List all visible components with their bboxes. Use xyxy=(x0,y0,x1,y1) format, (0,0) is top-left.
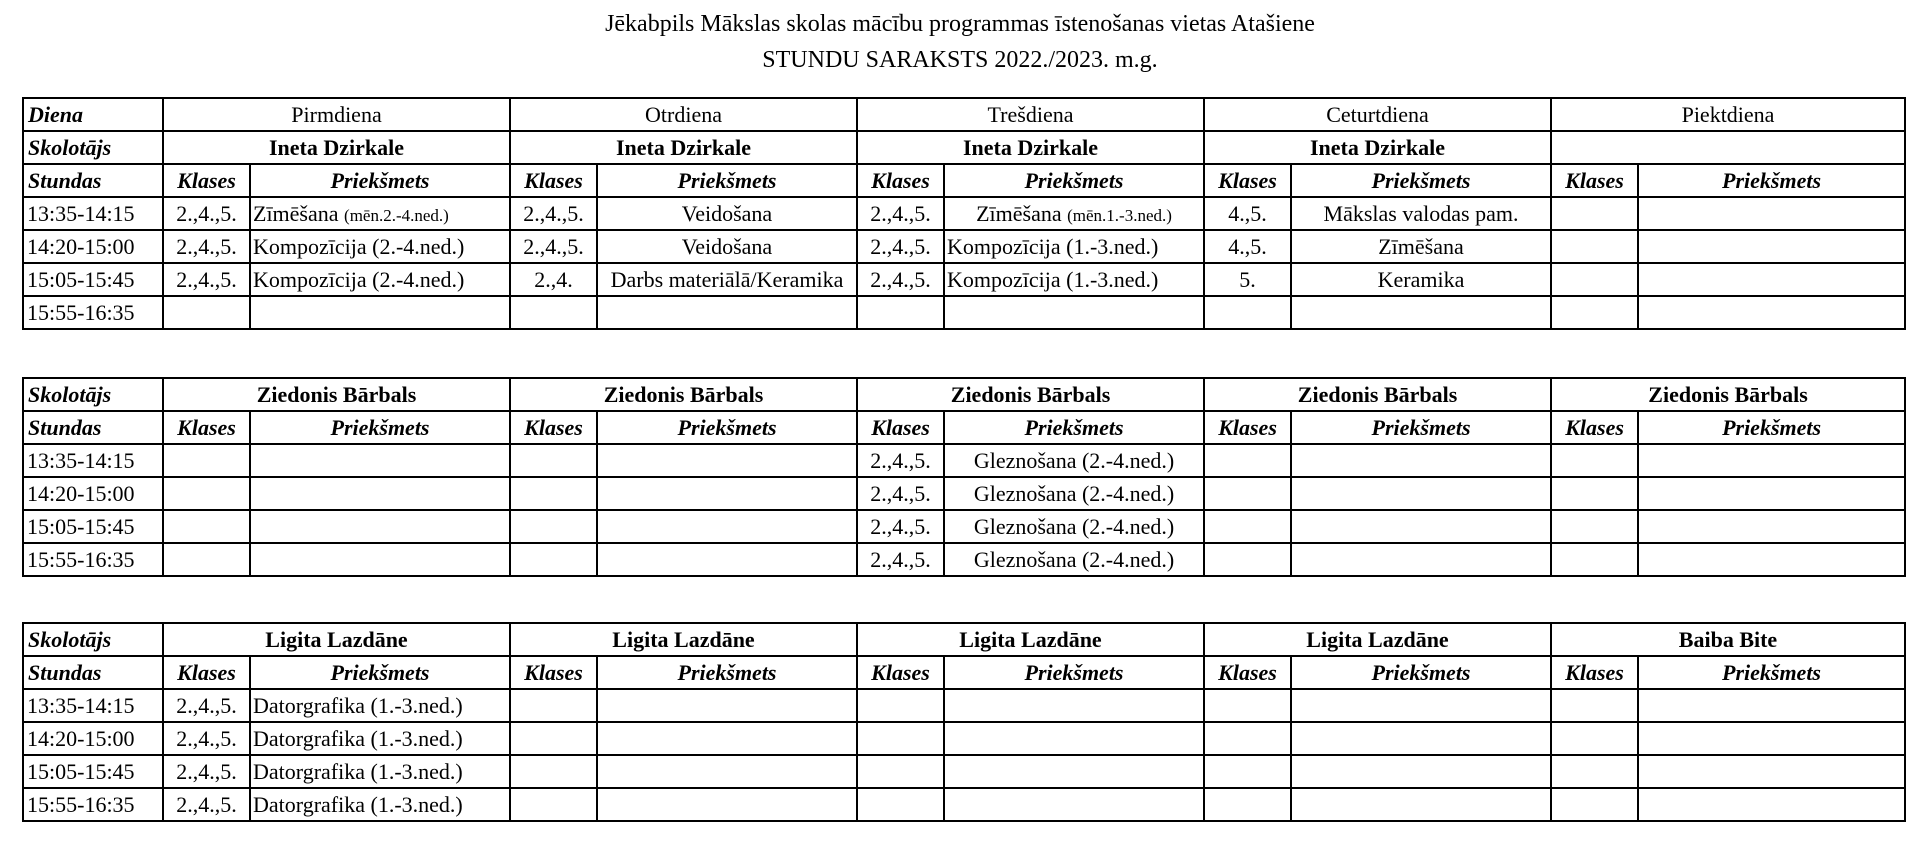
subject-cell: Datorgrafika (1.-3.ned.) xyxy=(250,755,510,788)
class-cell: 2.,4.,5. xyxy=(163,263,250,296)
column-header-row xyxy=(23,164,1905,197)
table-row xyxy=(23,477,1905,510)
teacher-name: Ligita Lazdāne xyxy=(1204,623,1551,656)
class-cell xyxy=(163,296,250,329)
subject-cell xyxy=(1638,477,1905,510)
hours-label: Stundas xyxy=(23,164,163,197)
class-cell xyxy=(1551,444,1638,477)
class-cell xyxy=(1204,296,1291,329)
table-row xyxy=(23,444,1905,477)
class-cell: 2.,4.,5. xyxy=(857,543,944,576)
class-cell xyxy=(1204,722,1291,755)
subject-cell: Zīmēšana xyxy=(1291,230,1551,263)
class-cell xyxy=(1204,477,1291,510)
class-cell xyxy=(1204,510,1291,543)
class-cell: 2.,4.,5. xyxy=(163,689,250,722)
class-cell: 2.,4.,5. xyxy=(857,477,944,510)
subject-cell xyxy=(597,689,857,722)
subject-cell: Datorgrafika (1.-3.ned.) xyxy=(250,689,510,722)
teacher-name: Ziedonis Bārbals xyxy=(1204,378,1551,411)
day-wednesday: Trešdiena xyxy=(857,98,1204,131)
column-header-row xyxy=(23,411,1905,444)
classes-header: Klases xyxy=(857,411,944,444)
classes-header: Klases xyxy=(1204,164,1291,197)
class-cell xyxy=(857,722,944,755)
subject-cell: Keramika xyxy=(1291,263,1551,296)
class-cell xyxy=(510,510,597,543)
subject-cell: Datorgrafika (1.-3.ned.) xyxy=(250,722,510,755)
subject-cell xyxy=(1638,722,1905,755)
subject-cell xyxy=(1638,755,1905,788)
class-cell xyxy=(1204,788,1291,821)
day-thursday: Ceturtdiena xyxy=(1204,98,1551,131)
table-row xyxy=(23,755,1905,788)
subject-cell xyxy=(597,510,857,543)
subject-cell xyxy=(597,755,857,788)
subject-cell xyxy=(1638,197,1905,230)
class-cell xyxy=(510,755,597,788)
subject-cell xyxy=(597,543,857,576)
subject-cell xyxy=(1291,477,1551,510)
class-cell xyxy=(1551,788,1638,821)
class-cell xyxy=(1551,722,1638,755)
subject-cell xyxy=(1291,510,1551,543)
time-slot: 15:05-15:45 xyxy=(23,263,163,296)
class-cell: 2.,4.,5. xyxy=(857,230,944,263)
teacher-name: Ineta Dzirkale xyxy=(1204,131,1551,164)
table-row xyxy=(23,510,1905,543)
time-slot: 15:55-16:35 xyxy=(23,296,163,329)
subject-cell xyxy=(944,755,1204,788)
subject-cell: Mākslas valodas pam. xyxy=(1291,197,1551,230)
day-label: Diena xyxy=(23,98,163,131)
subject-cell: Veidošana xyxy=(597,197,857,230)
time-slot: 15:55-16:35 xyxy=(23,788,163,821)
subject-cell: Datorgrafika (1.-3.ned.) xyxy=(250,788,510,821)
day-row xyxy=(23,98,1905,131)
class-cell xyxy=(1204,444,1291,477)
class-cell xyxy=(857,788,944,821)
class-cell: 2.,4. xyxy=(510,263,597,296)
subject-cell xyxy=(250,296,510,329)
class-cell xyxy=(510,543,597,576)
subject-cell xyxy=(1291,755,1551,788)
subject-cell xyxy=(1638,689,1905,722)
class-cell xyxy=(510,722,597,755)
subject-cell xyxy=(250,477,510,510)
column-header-row xyxy=(23,656,1905,689)
subject-header: Priekšmets xyxy=(1291,411,1551,444)
classes-header: Klases xyxy=(510,656,597,689)
class-cell: 2.,4.,5. xyxy=(163,755,250,788)
table-row xyxy=(23,197,1905,230)
time-slot: 15:05-15:45 xyxy=(23,755,163,788)
subject-cell: Veidošana xyxy=(597,230,857,263)
subject-cell: Gleznošana (2.-4.ned.) xyxy=(944,444,1204,477)
class-cell xyxy=(1551,543,1638,576)
subject-cell: Kompozīcija (1.-3.ned.) xyxy=(944,263,1204,296)
subject-cell xyxy=(597,444,857,477)
subject-cell xyxy=(944,722,1204,755)
class-cell: 5. xyxy=(1204,263,1291,296)
subject-note: (mēn.2.-4.ned.) xyxy=(344,205,449,225)
subject-cell xyxy=(944,788,1204,821)
class-cell: 2.,4.,5. xyxy=(857,444,944,477)
teacher-name: Ineta Dzirkale xyxy=(510,131,857,164)
time-slot: 15:05-15:45 xyxy=(23,510,163,543)
subject-cell xyxy=(944,689,1204,722)
class-cell xyxy=(163,477,250,510)
class-cell xyxy=(857,296,944,329)
class-cell xyxy=(510,689,597,722)
class-cell xyxy=(510,444,597,477)
classes-header: Klases xyxy=(1551,164,1638,197)
teacher-name: Ligita Lazdāne xyxy=(510,623,857,656)
class-cell xyxy=(857,755,944,788)
class-cell xyxy=(1551,510,1638,543)
subject-cell xyxy=(1291,689,1551,722)
teacher-name: Ligita Lazdāne xyxy=(857,623,1204,656)
class-cell: 4.,5. xyxy=(1204,197,1291,230)
class-cell xyxy=(1551,689,1638,722)
subject-cell xyxy=(1638,263,1905,296)
class-cell xyxy=(1551,477,1638,510)
schedule-table-2 xyxy=(22,377,1906,577)
class-cell: 2.,4.,5. xyxy=(510,230,597,263)
class-cell xyxy=(1204,543,1291,576)
subject-header: Priekšmets xyxy=(944,411,1204,444)
class-cell xyxy=(1551,230,1638,263)
subject-cell xyxy=(1638,543,1905,576)
classes-header: Klases xyxy=(1204,411,1291,444)
subject-cell: Kompozīcija (2.-4.ned.) xyxy=(250,263,510,296)
subject-cell xyxy=(250,444,510,477)
subject-cell xyxy=(1638,230,1905,263)
time-slot: 14:20-15:00 xyxy=(23,722,163,755)
subject-header: Priekšmets xyxy=(944,656,1204,689)
subject-cell: Gleznošana (2.-4.ned.) xyxy=(944,477,1204,510)
class-cell: 2.,4.,5. xyxy=(510,197,597,230)
teacher-label: Skolotājs xyxy=(23,623,163,656)
table-row xyxy=(23,296,1905,329)
subject-cell xyxy=(1291,788,1551,821)
subject-cell xyxy=(597,477,857,510)
teacher-name: Ligita Lazdāne xyxy=(163,623,510,656)
class-cell xyxy=(510,477,597,510)
classes-header: Klases xyxy=(163,164,250,197)
class-cell: 2.,4.,5. xyxy=(163,788,250,821)
subject-cell xyxy=(250,543,510,576)
hours-label: Stundas xyxy=(23,656,163,689)
day-tuesday: Otrdiena xyxy=(510,98,857,131)
classes-header: Klases xyxy=(857,656,944,689)
table-row xyxy=(23,788,1905,821)
subject-cell xyxy=(1638,444,1905,477)
subject-cell xyxy=(1291,543,1551,576)
class-cell: 2.,4.,5. xyxy=(163,197,250,230)
subject-cell: Darbs materiālā/Keramika xyxy=(597,263,857,296)
class-cell xyxy=(1551,755,1638,788)
subject-note: (mēn.1.-3.ned.) xyxy=(1067,205,1172,225)
subject-cell xyxy=(1638,788,1905,821)
teacher-row xyxy=(23,623,1905,656)
class-cell xyxy=(510,788,597,821)
subject-cell: Kompozīcija (2.-4.ned.) xyxy=(250,230,510,263)
subject-cell xyxy=(250,197,510,230)
time-slot: 14:20-15:00 xyxy=(23,230,163,263)
class-cell: 2.,4.,5. xyxy=(857,197,944,230)
class-cell: 2.,4.,5. xyxy=(163,230,250,263)
classes-header: Klases xyxy=(1551,656,1638,689)
class-cell: 2.,4.,5. xyxy=(163,722,250,755)
subject-cell xyxy=(1291,296,1551,329)
classes-header: Klases xyxy=(857,164,944,197)
subject-cell xyxy=(597,788,857,821)
teacher-row xyxy=(23,378,1905,411)
class-cell xyxy=(1551,296,1638,329)
classes-header: Klases xyxy=(163,656,250,689)
subject-header: Priekšmets xyxy=(250,164,510,197)
subject-header: Priekšmets xyxy=(1291,164,1551,197)
table-row xyxy=(23,230,1905,263)
teacher-label: Skolotājs xyxy=(23,131,163,164)
subject-cell xyxy=(597,296,857,329)
class-cell: 4.,5. xyxy=(1204,230,1291,263)
subject-cell: Gleznošana (2.-4.ned.) xyxy=(944,543,1204,576)
classes-header: Klases xyxy=(510,411,597,444)
class-cell: 2.,4.,5. xyxy=(857,263,944,296)
subject-cell xyxy=(597,722,857,755)
class-cell xyxy=(163,510,250,543)
subject-cell xyxy=(250,510,510,543)
teacher-name: Baiba Bite xyxy=(1551,623,1905,656)
teacher-name xyxy=(1551,131,1905,164)
day-friday: Piektdiena xyxy=(1551,98,1905,131)
teacher-name: Ziedonis Bārbals xyxy=(163,378,510,411)
subject-header: Priekšmets xyxy=(1638,411,1905,444)
subject-cell: Kompozīcija (1.-3.ned.) xyxy=(944,230,1204,263)
time-slot: 13:35-14:15 xyxy=(23,444,163,477)
classes-header: Klases xyxy=(163,411,250,444)
teacher-name: Ziedonis Bārbals xyxy=(857,378,1204,411)
subject-header: Priekšmets xyxy=(597,411,857,444)
subject-header: Priekšmets xyxy=(1638,164,1905,197)
class-cell xyxy=(1204,689,1291,722)
subject-cell xyxy=(944,296,1204,329)
teacher-label: Skolotājs xyxy=(23,378,163,411)
subject-header: Priekšmets xyxy=(250,656,510,689)
subject-cell xyxy=(1291,722,1551,755)
subject-cell xyxy=(1638,510,1905,543)
teacher-name: Ziedonis Bārbals xyxy=(1551,378,1905,411)
subject-cell xyxy=(1638,296,1905,329)
class-cell xyxy=(857,689,944,722)
class-cell xyxy=(163,444,250,477)
document-subtitle: STUNDU SARAKSTS 2022./2023. m.g. xyxy=(762,47,1158,73)
table-row xyxy=(23,722,1905,755)
class-cell xyxy=(1551,263,1638,296)
table-row xyxy=(23,543,1905,576)
subject-header: Priekšmets xyxy=(944,164,1204,197)
schedule-table-1 xyxy=(22,97,1906,330)
time-slot: 15:55-16:35 xyxy=(23,543,163,576)
teacher-name: Ziedonis Bārbals xyxy=(510,378,857,411)
teacher-name: Ineta Dzirkale xyxy=(163,131,510,164)
table-row xyxy=(23,263,1905,296)
subject-text: Zīmēšana xyxy=(253,200,339,226)
day-monday: Pirmdiena xyxy=(163,98,510,131)
subject-header: Priekšmets xyxy=(597,656,857,689)
class-cell: 2.,4.,5. xyxy=(857,510,944,543)
class-cell xyxy=(1204,755,1291,788)
hours-label: Stundas xyxy=(23,411,163,444)
subject-header: Priekšmets xyxy=(1291,656,1551,689)
document-title: Jēkabpils Mākslas skolas mācību programmas īstenošanas vietas Atašiene xyxy=(605,11,1315,37)
classes-header: Klases xyxy=(510,164,597,197)
teacher-name: Ineta Dzirkale xyxy=(857,131,1204,164)
class-cell xyxy=(1551,197,1638,230)
subject-text: Zīmēšana xyxy=(976,200,1062,226)
classes-header: Klases xyxy=(1204,656,1291,689)
class-cell xyxy=(163,543,250,576)
table-row xyxy=(23,689,1905,722)
subject-cell: Gleznošana (2.-4.ned.) xyxy=(944,510,1204,543)
time-slot: 13:35-14:15 xyxy=(23,689,163,722)
subject-header: Priekšmets xyxy=(250,411,510,444)
subject-cell xyxy=(1291,444,1551,477)
time-slot: 13:35-14:15 xyxy=(23,197,163,230)
subject-header: Priekšmets xyxy=(597,164,857,197)
subject-header: Priekšmets xyxy=(1638,656,1905,689)
time-slot: 14:20-15:00 xyxy=(23,477,163,510)
subject-cell xyxy=(944,197,1204,230)
class-cell xyxy=(510,296,597,329)
classes-header: Klases xyxy=(1551,411,1638,444)
teacher-row xyxy=(23,131,1905,164)
schedule-table-3 xyxy=(22,622,1906,822)
